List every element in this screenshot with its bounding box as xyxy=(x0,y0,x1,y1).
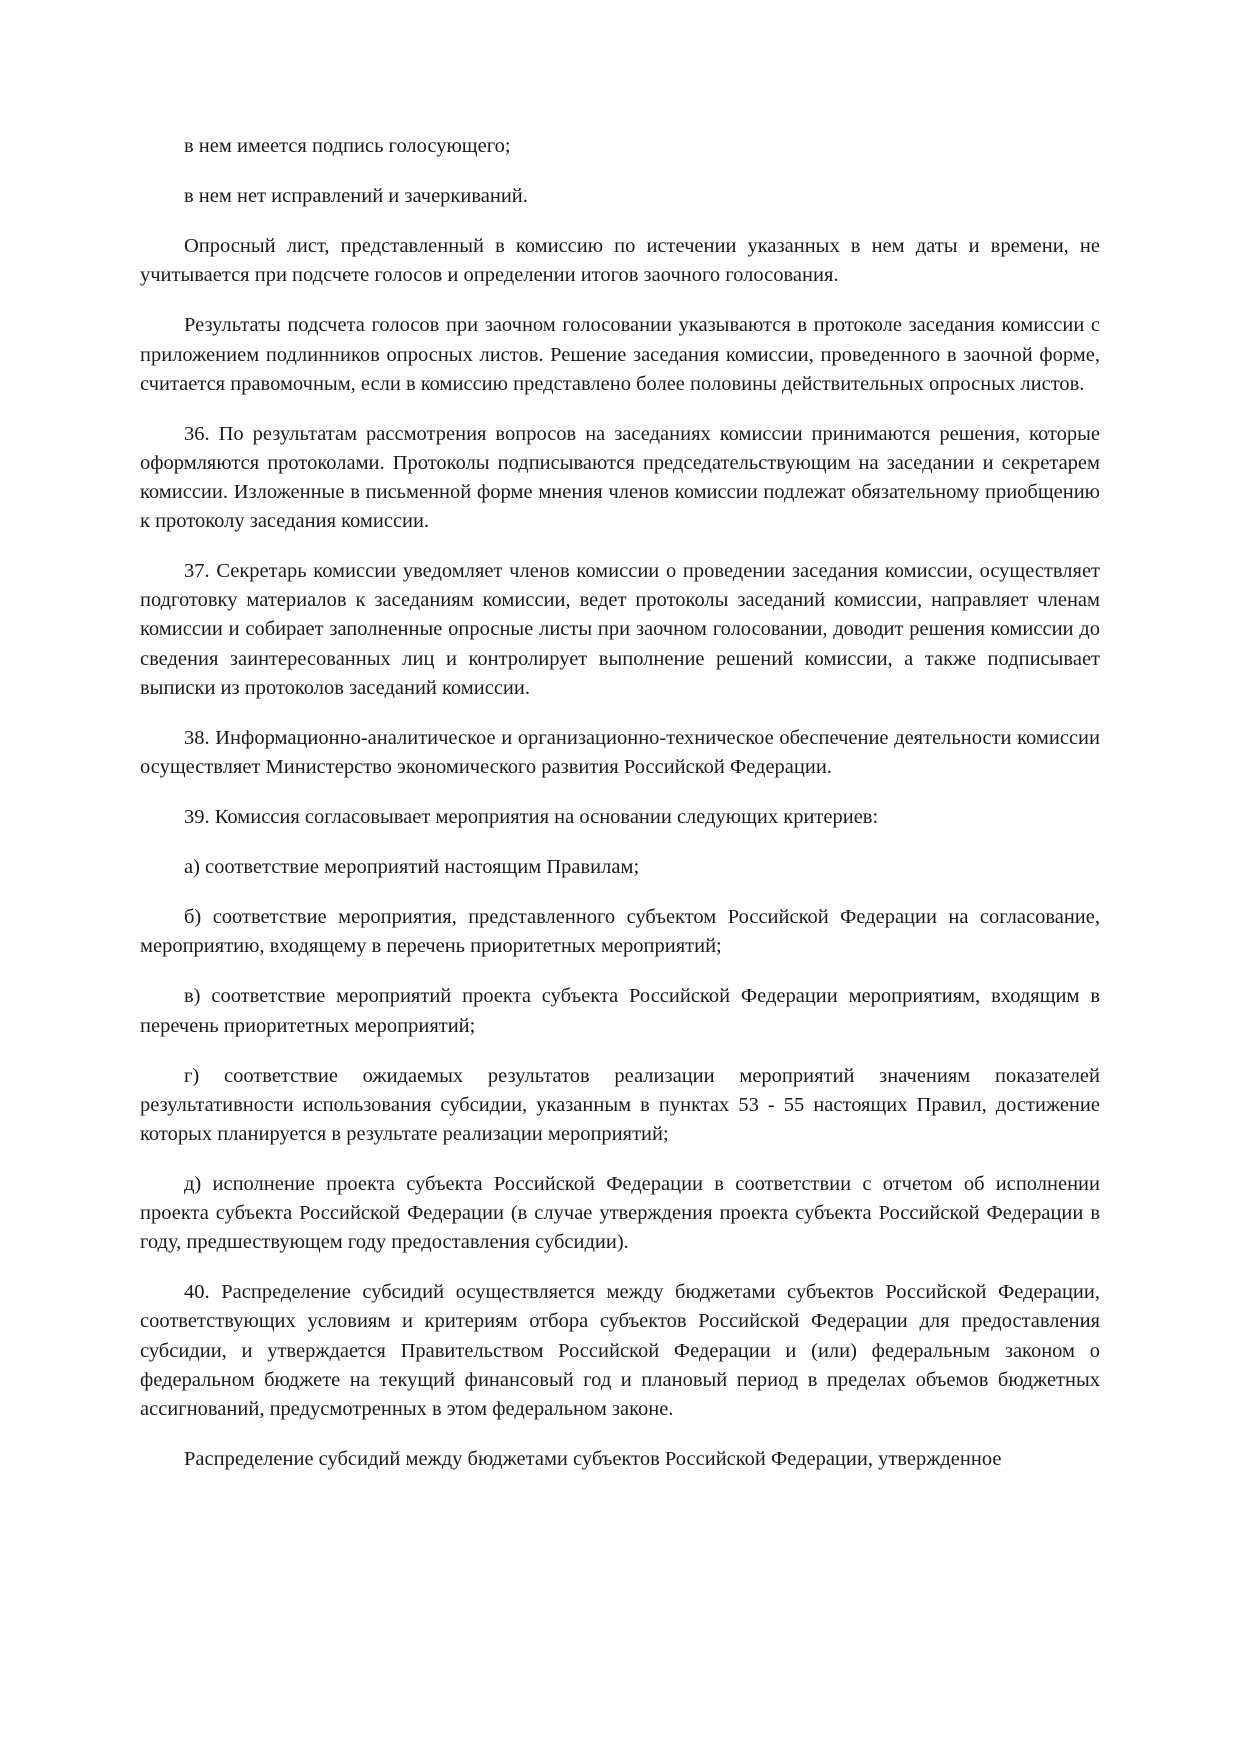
paragraph-item-38: 38. Информационно-аналитическое и организационно-техническое обеспечение деятельности комиссии осуществляет Министерство экономического развития Российской Федерации. xyxy=(140,726,1100,778)
paragraph-item-39-subitem-g: г) соответствие ожидаемых результатов реализации мероприятий значениям показателей результативности использования субсидии, указанным в пунктах 53 - 55 настоящих Правил, достижение которых планируется в результате реализации мероприятий; xyxy=(140,1064,1100,1145)
paragraph-item-40: 40. Распределение субсидий осуществляется между бюджетами субъектов Российской Федерации, соответствующих условиям и критериям отбора субъектов Российской Федерации для предоставления субсидии, и утверждается Правительством Российской Федерации и (или) федеральным законом о федеральном бюджете на текущий финансовый год и плановый период в пределах объемов бюджетных ассигнований, предусмотренных в этом федеральном законе. xyxy=(140,1281,1100,1420)
paragraph-vote-count-results: Результаты подсчета голосов при заочном голосовании указываются в протоколе заседания комиссии с приложением подлинников опросных листов. Решение заседания комиссии, проведенного в заочной форме, считается правомочным, если в комиссию представлено более половины действительных опросных листов. xyxy=(140,314,1100,395)
paragraph-item-40-continued: Распределение субсидий между бюджетами субъектов Российской Федерации, утвержденное xyxy=(184,1447,1002,1470)
paragraph-item-39-subitem-v: в) соответствие мероприятий проекта субъекта Российской Федерации мероприятиям, входящим в перечень приоритетных мероприятий; xyxy=(140,985,1100,1037)
paragraph-item-37: 37. Секретарь комиссии уведомляет членов комиссии о проведении заседания комиссии, осуществляет подготовку материалов к заседаниям комиссии, ведет протоколы заседаний комиссии, направляет членам комиссии и собирает заполненные опросные листы при заочном голосовании, доводит решения комиссии до сведения заинтересованных лиц и контролирует выполнение решений комиссии, а также подписывает выписки из протоколов заседаний комиссии. xyxy=(140,560,1100,699)
paragraph-no-corrections: в нем нет исправлений и зачеркиваний. xyxy=(184,185,528,208)
document-text-body xyxy=(140,132,1100,1474)
paragraph-item-39-subitem-b: б) соответствие мероприятия, представленного субъектом Российской Федерации на согласование, мероприятию, входящему в перечень приоритетных мероприятий; xyxy=(140,906,1100,958)
paragraph-item-39: 39. Комиссия согласовывает мероприятия на основании следующих критериев: xyxy=(184,805,879,828)
paragraph-signature-present: в нем имеется подпись голосующего; xyxy=(184,135,511,157)
paragraph-item-39-subitem-d: д) исполнение проекта субъекта Российской Федерации в соответствии с отчетом об исполнении проекта субъекта Российской Федерации (в случае утверждения проекта субъекта Российской Федерации в году, предшествующем году предоставления субсидии). xyxy=(140,1172,1100,1254)
paragraph-survey-sheet-late: Опросный лист, представленный в комиссию по истечении указанных в нем даты и времени, не учитывается при подсчете голосов и определении итогов заочного голосования. xyxy=(140,235,1100,287)
paragraph-item-36: 36. По результатам рассмотрения вопросов на заседаниях комиссии принимаются решения, которые оформляются протоколами. Протоколы подписываются председательствующим на заседании и секретарем комиссии. Изложенные в письменной форме мнения членов комиссии подлежат обязательному приобщению к протоколу заседания комиссии. xyxy=(140,422,1100,533)
paragraph-item-39-subitem-a: а) соответствие мероприятий настоящим Правилам; xyxy=(184,856,640,879)
